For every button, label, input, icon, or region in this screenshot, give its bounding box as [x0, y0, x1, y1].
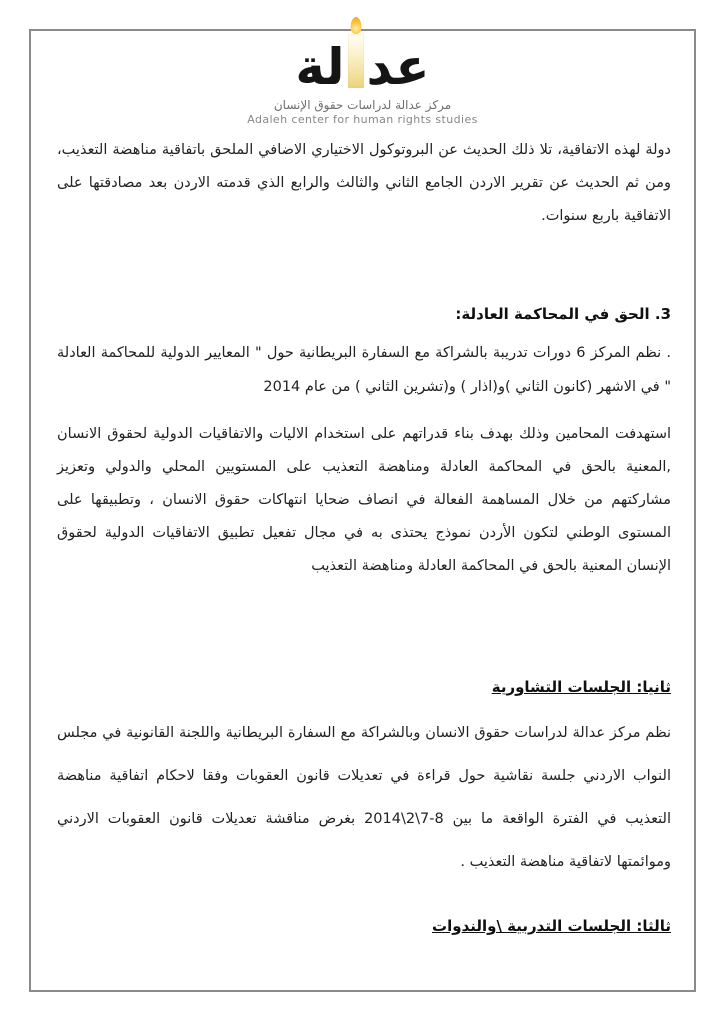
- document-body: [57, 134, 671, 935]
- candle-icon: [348, 34, 364, 88]
- logo-tagline-english: Adaleh center for human rights studies: [247, 113, 478, 126]
- logo-tagline-arabic: مركز عدالة لدراسات حقوق الإنسان: [273, 98, 452, 112]
- consultative-sessions-paragraph: نظم مركز عدالة لدراسات حقوق الانسان وبالشراكة مع السفارة البريطانية واللجنة القانونية في مجلس النواب الاردني جلسة نقاشية حول قراءة في تعديلات قانون العقوبات وفقا لاحكام اتفاقية مناهضة التعذيب في الفترة الواقعة ما بين 8-7\2\2014 بغرض مناقشة تعديلات قانون العقوبات الاردني وموائمتها لاتفاقية مناهضة التعذيب .: [57, 725, 671, 870]
- adaleh-logo: [0, 34, 725, 126]
- adaleh-wordmark: [295, 34, 430, 96]
- fair-trial-paragraph-2: استهدفت المحامين وذلك بهدف بناء قدراتهم على استخدام الاليات والاتفاقيات الدولية لحقوق الانسان ,المعنية بالحق في المحاكمة العادلة ومناهضة التعذيب على المستويين المحلي والدولي وتعزيز مشاركتهم من خلال المساهمة الفعالة في انصاف ضحايا انتهاكات حقوق الانسان ، وتطبيقها على المستوى الوطني لتكون الأردن نموذج يحتذى به في مجال تفعيل تطبيق الاتفاقيات الدولية لحقوق الإنسان المعنية بالحق في المحاكمة العادلة ومناهضة التعذيب: [57, 426, 671, 574]
- training-sessions-heading: ثالثا: الجلسات التدربية \والندوات: [432, 917, 671, 935]
- consultative-sessions-heading: ثانيا: الجلسات التشاورية: [491, 678, 671, 696]
- fair-trial-heading: 3. الحق في المحاكمة العادلة:: [455, 305, 671, 323]
- fair-trial-paragraph-1: . نظم المركز 6 دورات تدريبة بالشراكة مع السفارة البريطانية حول " المعايير الدولية للمحاكمة العادلة " في الاشهر (كانون الثاني )و(اذار ) و(تشرين الثاني ) من عام 2014: [57, 345, 671, 395]
- flame-icon: [350, 17, 361, 34]
- wordmark-left-letters: لة: [295, 37, 345, 96]
- intro-paragraph: دولة لهذه الاتفاقية، تلا ذلك الحديث عن البروتوكول الاختياري الاضافي الملحق باتفاقية مناهضة التعذيب، ومن ثم الحديث عن تقرير الاردن الجامع الثاني والثالث والرابع الذي قدمته الاردن بعد مصادقتها على الاتفاقية باربع سنوات.: [57, 142, 671, 224]
- wordmark-right-letters: عد: [366, 37, 430, 96]
